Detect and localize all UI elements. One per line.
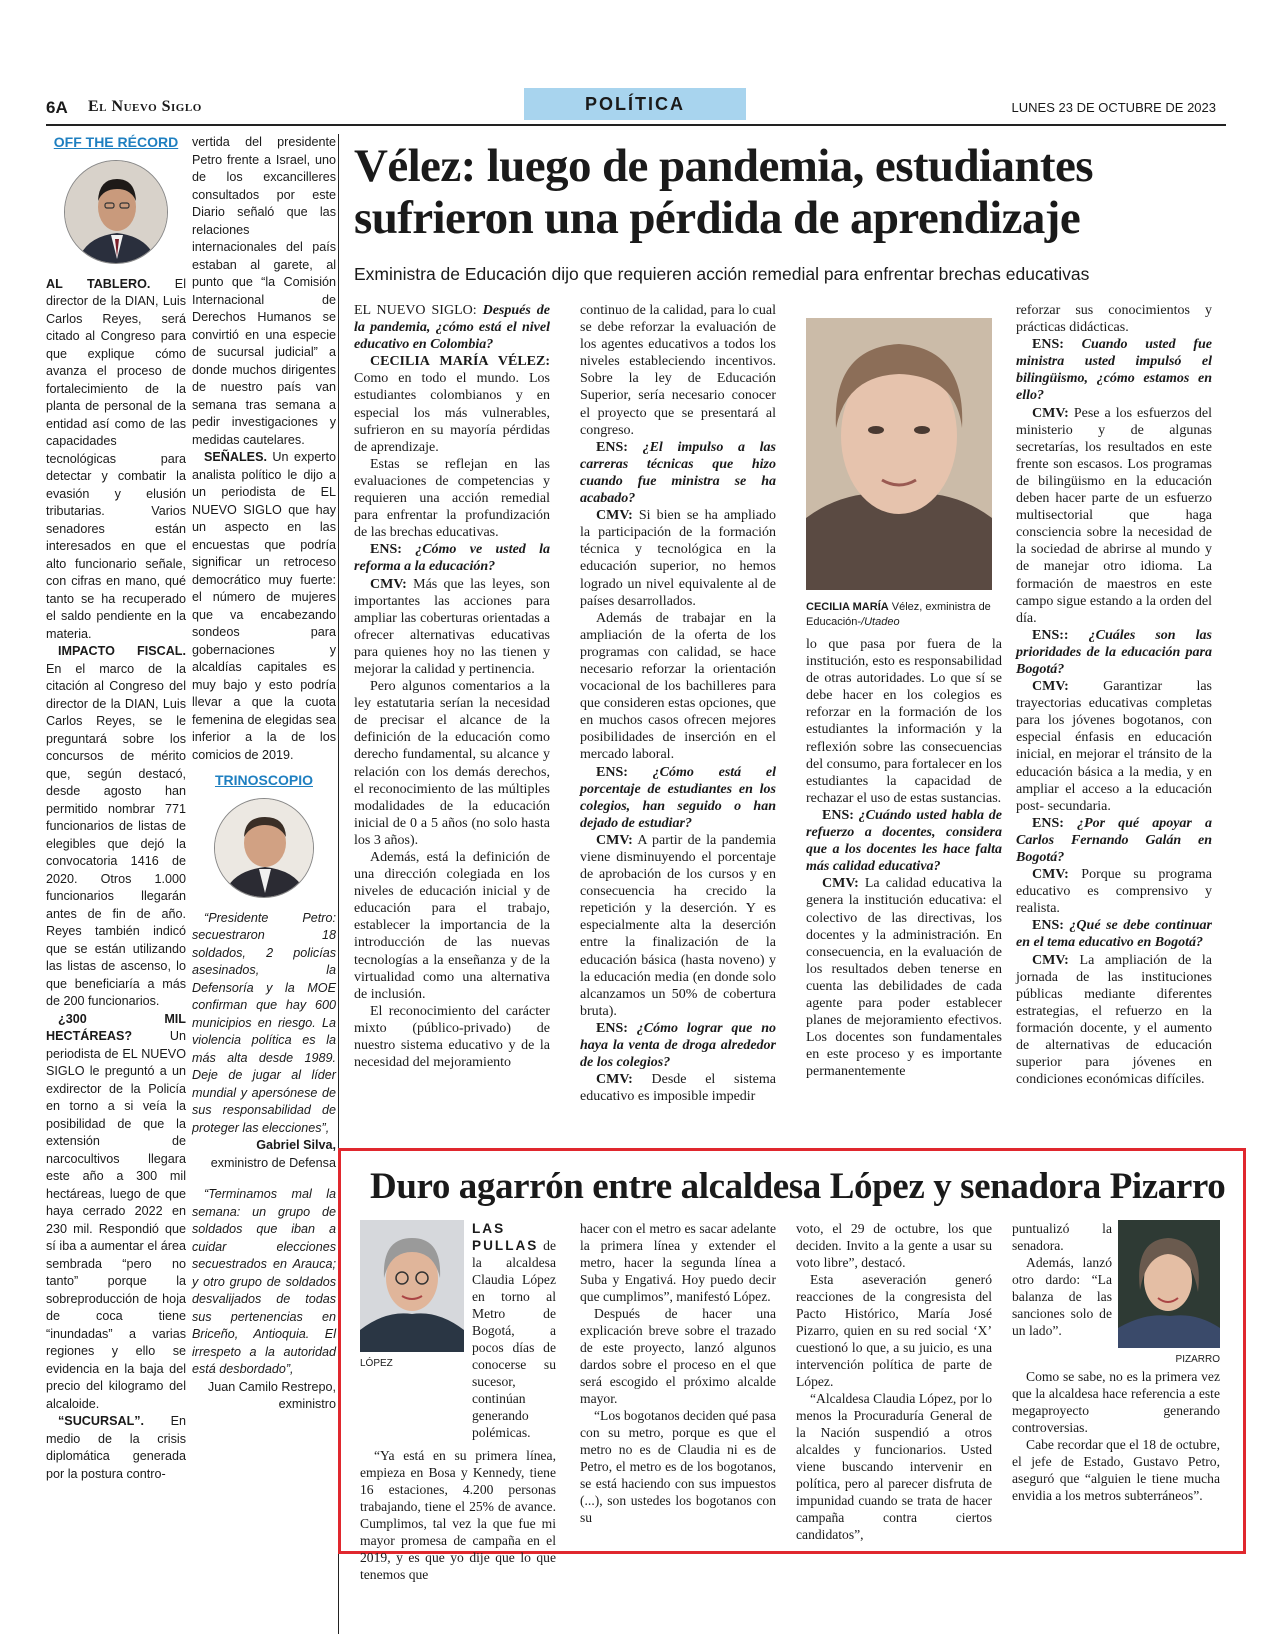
question-text: ¿El impulso a las carreras técnicas que hizo cuando fue ministra se ha acabado? (580, 439, 776, 507)
speaker-label: EL NUEVO SIGLO: (354, 303, 477, 318)
photo-caption: LÓPEZ (360, 1358, 393, 1369)
speaker-label: CMV: (370, 576, 407, 592)
trinoscopio-section (192, 772, 336, 1414)
answer-text: Si bien se ha ampliado la participación de la formación técnica y tecnológica en la educación superior, no hemos logrado un nivel equivalente al de países desarrollados. (580, 508, 776, 609)
answer-text: La ampliación de la jornada de las instituciones públicas mediante diferentes estrategias, el refuerzo en la formación docente, y el aumento de alternativas de educación superior para jóvenes en condiciones económicas difíciles. (1016, 952, 1212, 1088)
speaker-label: CECILIA MARÍA VÉLEZ: (370, 354, 550, 370)
article-text: Además, lanzó otro dardo: “La balanza de las sanciones solo de un lado”. (1012, 1255, 1112, 1338)
maria-jose-pizarro-photo (1118, 1220, 1220, 1348)
speaker-label: ENS: (822, 807, 854, 823)
tweet-quote: “Presidente Petro: secuestraron 18 soldados, 2 policías asesinados, la Defensoría y la MOE confirman que hay 600 municipios en riesgo. La violencia política es la más alta desde 1989. Deje de jugar al líder mundial y apersónese de sus responsabilidad de proteger las elecciones”, (192, 910, 336, 1135)
trinoscopio-label: TRINOSCOPIO (214, 772, 313, 788)
question-text: ¿Cómo está el porcentaje de estudiantes en los colegios, han seguido o han dejado de estudiar? (580, 764, 776, 831)
speaker-label: CMV: (596, 508, 633, 524)
speaker-label: ENS: (596, 764, 628, 780)
answer-text: Porque su programa educativo es comprensivo y realista. (1016, 867, 1212, 917)
item-lead: SEÑALES. (204, 450, 267, 464)
answer-text: Desde el sistema educativo es imposible impedir (580, 1072, 776, 1105)
question-text: ¿Cómo lograr que no haya la venta de droga alrededor de los colegios? (580, 1020, 776, 1071)
item-text: Un experto analista político le dijo a un periodista de EL NUEVO SIGLO que hay un aspecto en las encuestas que podría significar un retroceso democrático muy fuerte: el número de mujeres que va encabezando sondeos para gobernaciones y alcaldías capitales es muy bajo y esto podría llevar a que la cuota femenina de elegidas sea inferior a la de los comicios de 2019. (192, 450, 336, 762)
article-text: “Alcaldesa Claudia López, por lo menos la Procuraduría General de la Nación suspendió a otros alcaldes y funcionarios. Usted viene buscando intervenir en política, pero al parecer disfruta de impunidad cuando se trata de hacer campaña contra ciertos candidatos”, (796, 1391, 992, 1542)
page-number: 6A (46, 98, 68, 117)
speaker-label: ENS:: (1032, 627, 1069, 643)
secondary-column-1 (360, 1220, 556, 1583)
photo-credit: /Utadeo (861, 616, 900, 628)
off-the-record-column-2 (192, 134, 336, 1414)
main-article-column-1 (354, 302, 550, 1071)
answer-text: El reconocimiento del carácter mixto (público-privado) de nuestro sistema educativo y de la necesidad del mejoramiento (354, 1003, 550, 1071)
answer-text: Más que las leyes, son importantes las acciones para ampliar las coberturas orientadas a ofrecer alternativas educativas para quienes hoy no las tienen y mejorar la calidad y pertinencia. (354, 576, 550, 677)
answer-text: La calidad educativa la genera la institución educativa: el colectivo de las directivas, los docentes y la administración. En consecuencia, en la evaluación de los resultados deben tenerse en cuenta las debilidades de cada agente para poder establecer planes de mejoramiento efectivos. Los docentes son fundamentales en este proceso y es importante permanentemente (806, 876, 1002, 1080)
tweet-quote: “Terminamos mal la semana: un grupo de soldados que iban a cuidar elecciones secuestrados en Arauca; y otro grupo de soldados desvalijados de todas sus pertenencias en Briceño, Antioquia. El irrespeto a la autoridad está desbordado”, (192, 1187, 336, 1376)
main-article-column-4 (1016, 302, 1212, 1088)
answer-text: Estas se reflejan en las evaluaciones de competencias y requieren una acción remedial para enfrentar la profundización de las brechas educativas. (354, 456, 550, 541)
question-text: Cuando usted fue ministra usted impulsó el bilingüismo, ¿cómo estamos en ello? (1016, 337, 1212, 404)
answer-text: Como en todo el mundo. Los estudiantes colombianos y en especial los más vulnerables, sufrieron en su mayoría pérdidas de aprendizaje. (354, 371, 550, 455)
item-lead: “SUCURSAL”. (58, 1414, 145, 1428)
off-the-record-label: OFF THE RÉCORD (53, 134, 179, 150)
article-text: Cabe recordar que el 18 de octubre, el jefe de Estado, Gustavo Petro, aseguró que “alguien le tiene mucha envidia a los metros subterráneos”. (1012, 1437, 1220, 1503)
item-text: En medio de la crisis diplomática generada por la postura contro- (46, 1414, 186, 1481)
claudia-lopez-photo (360, 1220, 464, 1352)
dian-director-portrait (64, 160, 168, 264)
speaker-label: CMV: (596, 1072, 633, 1088)
answer-text: Garantizar las trayectorias educativas completas para los jóvenes bogotanos, con especial énfasis en educación inicial, en mejorar el tránsito de la educación básica a la media, y en ampliar el acceso a la educación post- secundaria. (1016, 679, 1212, 814)
article-text: “Ya está en su primera línea, empieza en Bosa y Kennedy, tiene 16 estaciones, 4.200 personas trabajando, tiene el 25% de avance. Cumplimos, tal vez la que fue mi mayor promesa de campaña en el 2019, y es que yo dije que lo que tenemos que (360, 1448, 556, 1582)
item-text: Un periodista de EL NUEVO SIGLO le preguntó a un exdirector de la Policía en torno a si veía la posibilidad de que la extensión de narcocultivos llegara este año a 300 mil hectáreas, luego de que haya cerrado 2022 en 230 mil. Respondió que sí iba a aumentar el área sembrada “pero no tanto” porque la sobreproducción de hoja de coca tiene “inundadas” a varias regiones y ello se evidencia en la baja del precio del kilogramo del alcaloide. (46, 1029, 186, 1411)
newspaper-name: El Nuevo Siglo (88, 98, 202, 115)
tweet-author-role: exministro de Defensa (210, 1155, 336, 1170)
tweet-author: Juan Camilo Restrepo, (207, 1379, 336, 1394)
article-text: Después de hacer una explicación breve sobre el trazado de este proyecto, lanzó algunos dardos sobre el proceso en el que será escogido el próximo alcalde mayor. (580, 1306, 776, 1406)
off-the-record-column (46, 134, 186, 1483)
article-text: Esta aseveración generó reacciones de la congresista del Pacto Histórico, María José Pizarro, quien en su red social ‘X’ cuestionó lo que, a su juicio, es una intervención política de parte de López. (796, 1272, 992, 1389)
tweet-author-role: exministro (278, 1397, 336, 1411)
cecilia-maria-velez-photo (806, 318, 992, 590)
answer-text: Pese a los esfuerzos del ministerio y de algunas secretarías, los resultados en este frente son escasos. Los programas de bilingüismo en la educación deben hacer parte de un esfuerzo multisectorial que haga consciencia sobre la necesidad de la sociedad de abrirse al mundo y de manejar otro idioma. La formación de maestros en este campo sigue estando a la orden del día. (1016, 405, 1212, 626)
drop-lead: LAS PULLAS (472, 1221, 539, 1253)
answer-text: Pero algunos comentarios a la ley estatutaria serían la necesidad de precisar el alcance de la definición de la educación como derecho fundamental, su alcance y relación con los demás derechos, el reconocimiento de las múltiples modalidades de la educación inicial de 0 a 5 años (no solo hasta los 3 años). (354, 679, 550, 848)
question-text: ¿Cuándo usted habla de refuerzo a docentes, considera que a los docentes les hace falta más calidad educativa? (806, 807, 1002, 875)
secondary-column-2 (580, 1220, 776, 1526)
tweet-author: Gabriel Silva, (256, 1138, 336, 1152)
question-text: ¿Qué se debe continuar en el tema educativo en Bogotá? (1016, 918, 1212, 951)
speaker-label: CMV: (1032, 679, 1069, 695)
speaker-label: ENS: (1032, 918, 1064, 934)
main-article-column-2 (580, 302, 776, 1105)
speaker-label: CMV: (822, 876, 859, 892)
publication-date: LUNES 23 DE OCTUBRE DE 2023 (1011, 100, 1216, 115)
speaker-label: CMV: (1032, 867, 1069, 883)
article-text: hacer con el metro es sacar adelante la primera línea y extender el metro, hacer la segunda línea a Suba y Engativá. Hoy puedo decir que cumplimos”, manifestó López. (580, 1221, 776, 1304)
answer-text: lo que pasa por fuera de la institución, esto es responsabilidad de otras autoridades. Lo que sí se debe hacer en los colegios es reforzar en la formación de los estudiantes la información y la reflexión sobre las consecuencias del consumo, para fortalecer en los estudiantes la capacidad de rechazar el uso de estas sustancias. (806, 637, 1002, 806)
item-text: En el marco de la citación al Congreso del director de la DIAN, Luis Carlos Reyes, se le preguntará sobre los concursos de mérito que, según destacó, desde agosto han permitido nombrar 771 funcionarios de listas de elegibles que dejó la convocatoria 1416 de 2020. Otros 1.000 funcionarios llegarán antes de fin de año. Reyes también indicó que se están utilizando las listas de ascenso, lo que beneficiaría a más de 200 funcionarios. (46, 661, 186, 1008)
speaker-label: ENS: (596, 1020, 628, 1036)
section-label: POLÍTICA (524, 88, 746, 120)
speaker-label: CMV: (1032, 952, 1069, 968)
gabriel-silva-portrait (214, 798, 314, 898)
speaker-label: ENS: (596, 439, 628, 455)
secondary-column-3 (796, 1220, 992, 1543)
answer-text: A partir de la pandemia viene disminuyendo el porcentaje de aprobación de los cursos y en consecuencia ha crecido la repetición y la deserción. Y es especialmente alta la deserción entre la finalización de la educación básica (hasta noveno) y la educación media (en donde solo alcanzamos un 50% de cobertura bruta). (580, 832, 776, 1019)
answer-text: continuo de la calidad, para lo cual se debe reforzar la evaluación de los agentes educativos a todos los niveles estableciendo incentivos. Sobre la ley de Educación Superior, sería necesario conocer el proyecto que se presentará al congreso. (580, 303, 776, 438)
main-subheadline: Exministra de Educación dijo que requieren acción remedial para enfrentar brechas educativas (354, 264, 1090, 284)
article-text: Como se sabe, no es la primera vez que la alcaldesa hace referencia a este megaproyecto generando controversias. (1012, 1369, 1220, 1435)
speaker-label: ENS: (1032, 337, 1064, 353)
main-headline: Vélez: luego de pandemia, estudiantes sufrieron una pérdida de aprendizaje (354, 140, 1093, 244)
answer-text: reforzar sus conocimientos y prácticas didácticas. (1016, 303, 1212, 336)
photo-caption: CECILIA MARÍA Vélez, exministra de Educación-/Utadeo (806, 601, 991, 628)
main-article-column-3 (806, 636, 1002, 1080)
item-text: vertida del presidente Petro frente a Israel, uno de los excancilleres consultados por este Diario señaló que las relaciones internacionales del país estaban al garete, al punto que “la Comisión Internacional de Derechos Humanos se convirtió en una especie de sucursal judicial” a donde muchos dirigentes de nuestro país van semana tras semana a pedir investigaciones y medidas cautelares. (192, 135, 336, 447)
answer-text: Además, está la definición de una dirección colegiada en los niveles de educación inicial y de educación para el trabajo, establecer la importancia de la introducción de las nuevas tecnologías a la enseñanza y de la virtualidad como una alternativa de inclusión. (354, 850, 550, 1002)
question-text: ¿Por qué apoyar a Carlos Fernando Galán en Bogotá? (1016, 815, 1212, 865)
article-text: “Los bogotanos deciden qué pasa con su metro, porque es que el metro no es de Claudia ni es de Petro, el metro es de los bogotanos, se está haciendo con sus impuestos (...), son ustedes los bogotanos con su (580, 1408, 776, 1525)
item-lead: AL TABLERO. (46, 276, 151, 291)
secondary-column-4 (1012, 1220, 1220, 1504)
question-text: Después de la pandemia, ¿cómo está el nivel educativo en Colombia? (354, 303, 550, 353)
header-rule (46, 124, 1226, 126)
item-lead: ¿300 MIL HECTÁREAS? (46, 1011, 186, 1043)
item-text: El director de la DIAN, Luis Carlos Reyes, será citado al Congreso para que explique cómo avanza el proceso de fortalecimiento de la planta de personal de la entidad así como de las capacidades tecnológicas para detectar y combatir la evasión y elusión tributarias. Varios senadores están interesados en que el alto funcionario señale, con cifras en mano, qué tanto se ha recuperado el saldo pendiente en la materia. (46, 276, 186, 641)
article-text: de la alcaldesa Claudia López en torno al Metro de Bogotá, a pocos días de conocerse su sucesor, continúan generando polémicas. (472, 1238, 556, 1440)
item-lead: IMPACTO FISCAL. (58, 644, 186, 658)
article-text: puntualizó la senadora. (1012, 1221, 1112, 1253)
article-text: voto, el 29 de octubre, los que deciden. Invito a la gente a usar su voto libre”, destacó. (796, 1221, 992, 1270)
speaker-label: CMV: (1032, 405, 1069, 421)
speaker-label: CMV: (596, 832, 633, 848)
photo-caption: PIZARRO (1175, 1354, 1220, 1365)
secondary-headline: Duro agarrón entre alcaldesa López y senadora Pizarro (370, 1166, 1226, 1207)
speaker-label: ENS: (370, 542, 402, 558)
speaker-label: ENS: (1032, 815, 1064, 831)
question-text: ¿Cuáles son las prioridades de la educación para Bogotá? (1016, 627, 1212, 677)
page-header (46, 88, 1226, 124)
question-text: ¿Cómo ve usted la reforma a la educación? (354, 542, 550, 575)
answer-text: Además de trabajar en la ampliación de la oferta de los programas con calidad, se hace necesario reforzar la orientación vocacional de los bachilleres para que consideren estas opciones, que en muchos casos ofrecen mejores posibilidades de inserción en el mercado laboral. (580, 610, 776, 763)
